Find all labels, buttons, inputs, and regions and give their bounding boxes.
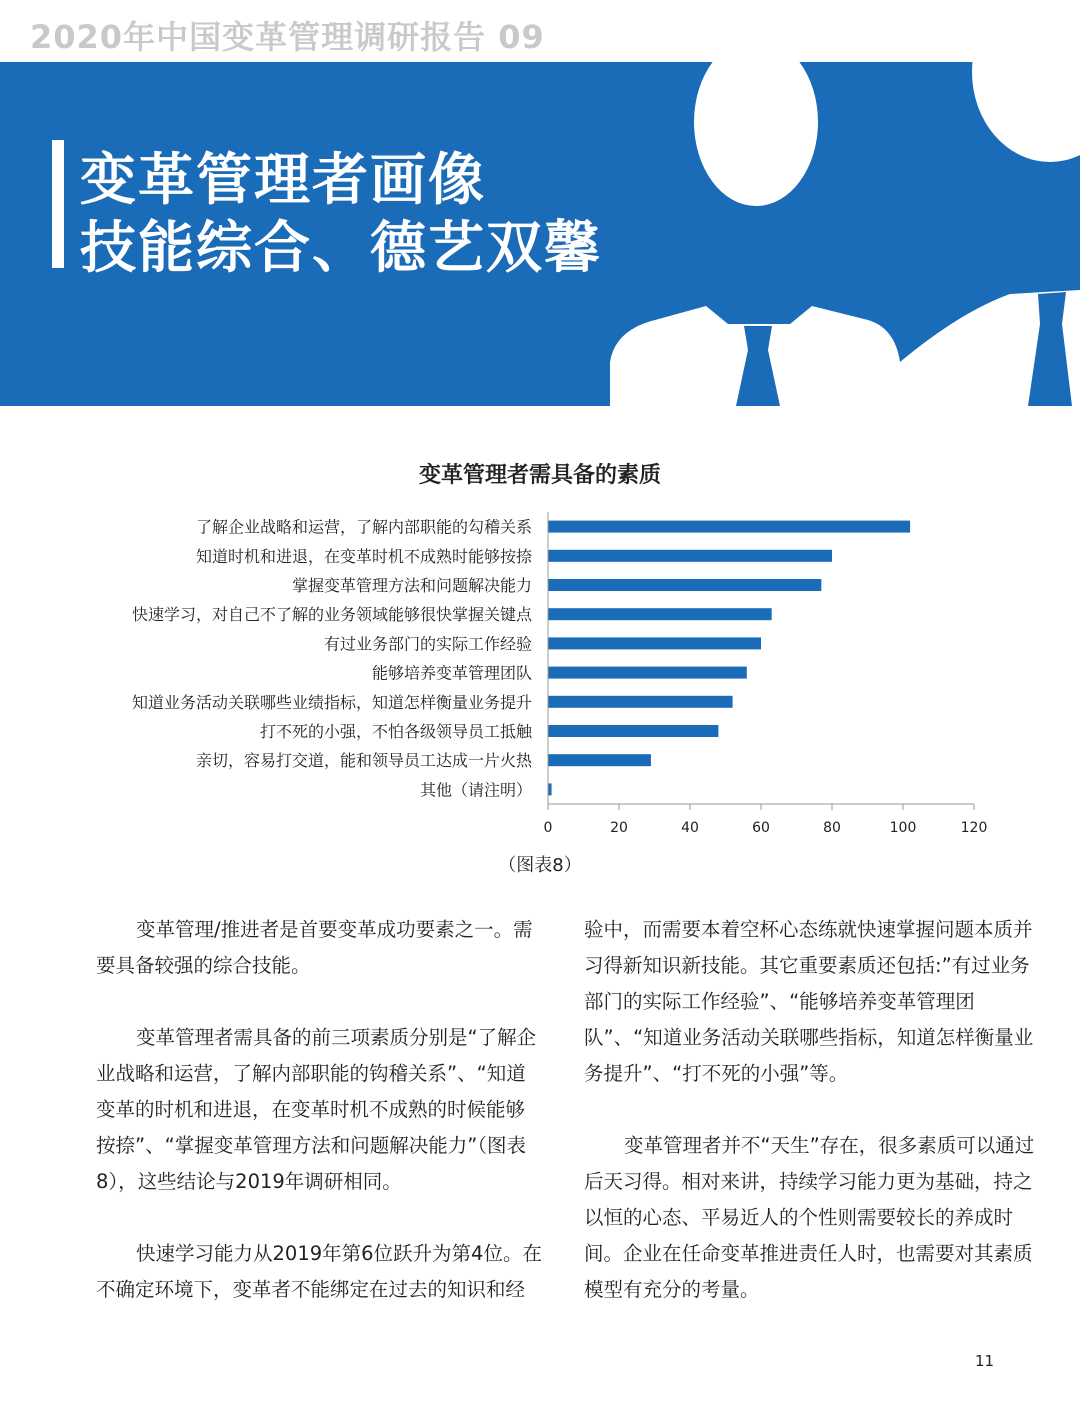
banner-title-line2: 技能综合、德艺双馨 xyxy=(80,216,602,281)
paragraph: 变革管理者并不“天生”存在，很多素质可以通过后天习得。相对来讲，持续学习能力更为基础，持之以恒的心态、平易近人的个性则需要较长的养成时间。企业在任命变革推进责任人时，也需要对其素质模型有充分的考量。 xyxy=(584,1134,1035,1301)
body-left-column xyxy=(96,912,544,1344)
x-tick-label: 0 xyxy=(543,820,553,836)
bar xyxy=(548,725,718,737)
bar xyxy=(548,696,733,708)
category-label: 知道业务活动关联哪些业绩指标，知道怎样衡量业务提升 xyxy=(131,692,532,712)
report-header-title: 2020年中国变革管理调研报告 09 xyxy=(30,18,545,56)
category-label: 有过业务部门的实际工作经验 xyxy=(323,634,532,654)
x-tick-label: 100 xyxy=(889,820,917,836)
bar xyxy=(548,579,821,591)
category-label: 打不死的小强，不怕各级领导员工抵触 xyxy=(259,722,532,741)
body-right-column xyxy=(584,912,1036,1344)
bar xyxy=(548,521,910,533)
bar-chart xyxy=(0,500,1080,840)
bar xyxy=(548,608,772,620)
paragraph: 变革管理者需具备的前三项素质分别是“了解企业战略和运营，了解内部职能的钩稽关系”、“知道变革的时机和进退，在变革时机不成熟的时候能够按捺”、“掌握变革管理方法和问题解决能力”（图表8），这些结论与2019年调研相同。 xyxy=(96,1026,537,1193)
chart-caption: （图表8） xyxy=(498,855,582,876)
x-tick-label: 40 xyxy=(681,820,699,836)
paragraph: 快速学习能力从2019年第6位跃升为第4位。在不确定环境下，变革者不能绑定在过去的知识和经 xyxy=(96,1242,542,1301)
x-tick-label: 20 xyxy=(610,820,628,836)
category-label: 能够培养变革管理团队 xyxy=(371,663,532,683)
x-tick-label: 60 xyxy=(752,820,770,836)
category-label: 快速学习，对自己不了解的业务领域能够很快掌握关键点 xyxy=(131,605,532,625)
banner-title-line1: 变革管理者画像 xyxy=(80,148,486,213)
x-tick-label: 120 xyxy=(960,820,988,836)
category-label: 知道时机和进退，在变革时机不成熟时能够按捺 xyxy=(195,546,532,566)
category-label: 掌握变革管理方法和问题解决能力 xyxy=(291,576,532,595)
chart-title: 变革管理者需具备的素质 xyxy=(418,463,661,488)
title-accent-bar xyxy=(52,140,64,268)
category-label: 了解企业战略和运营，了解内部职能的勾稽关系 xyxy=(195,517,532,537)
category-label: 亲切，容易打交道，能和领导员工达成一片火热 xyxy=(195,751,532,771)
category-label: 其他（请注明） xyxy=(419,780,532,800)
x-tick-label: 80 xyxy=(823,820,841,836)
bar xyxy=(548,667,747,679)
bar xyxy=(548,637,761,649)
page-number: 11 xyxy=(975,1352,995,1370)
bar xyxy=(548,754,651,766)
paragraph: 变革管理/推进者是首要变革成功要素之一。需要具备较强的综合技能。 xyxy=(96,918,533,977)
paragraph: 验中，而需要本着空杯心态练就快速掌握问题本质并习得新知识新技能。其它重要素质还包括:”有过业务部门的实际工作经验”、“能够培养变革管理团队”、“知道业务活动关联哪些指标，知道怎样衡量业务提升”、“打不死的小强”等。 xyxy=(584,918,1034,1085)
bar xyxy=(548,550,832,562)
bar xyxy=(548,783,552,795)
